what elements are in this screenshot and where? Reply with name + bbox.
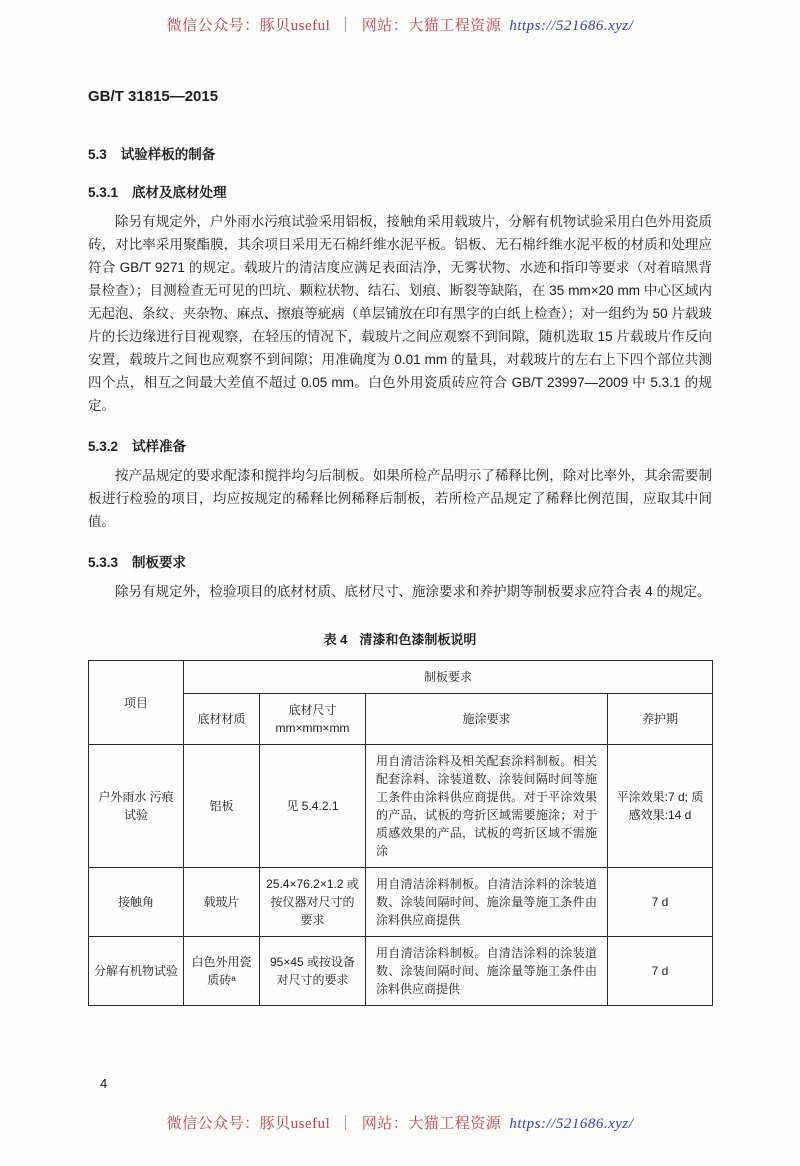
section-5-3-2-title: 试样准备 (132, 439, 187, 454)
column-header-item: 项目 (89, 661, 184, 745)
column-header-substrate: 底材材质 (184, 694, 260, 745)
watermark-site: 网站：大猫工程资源 (361, 1116, 502, 1132)
section-5-3-1-title: 底材及底材处理 (132, 185, 227, 200)
section-5-3-number: 5.3 (88, 147, 107, 162)
section-5-3-1-number: 5.3.1 (88, 185, 119, 200)
cell-application: 用自清洁涂料制板。自清洁涂料的涂装道数、涂装间隔时间、施涂量等施工条件由涂料供应商提供 (366, 868, 608, 937)
table-row (89, 868, 713, 937)
cell-size: 25.4×76.2×1.2 或按仪器对尺寸的要求 (260, 868, 366, 937)
cell-substrate: 白色外用瓷质砖ᵃ (184, 937, 260, 1006)
watermark-separator: ｜ (338, 18, 354, 34)
column-header-requirement: 制板要求 (184, 661, 713, 694)
watermark-site: 网站：大猫工程资源 (361, 18, 502, 34)
cell-application: 用自清洁涂料制板。自清洁涂料的涂装道数、涂装间隔时间、施涂量等施工条件由涂料供应商提供 (366, 937, 608, 1006)
cell-item: 接触角 (89, 868, 184, 937)
watermark-url: https://521686.xyz/ (509, 1116, 634, 1132)
table-4-caption (88, 629, 712, 648)
watermark-account: 微信公众号：豚贝useful (166, 1116, 331, 1132)
section-5-3-2-heading (88, 435, 712, 455)
watermark-account: 微信公众号：豚贝useful (166, 18, 331, 34)
watermark-bottom (0, 1112, 800, 1133)
section-5-3-1-heading (88, 181, 712, 201)
section-5-3-title: 试验样板的制备 (120, 147, 216, 162)
cell-curing: 7 d (608, 868, 713, 937)
standard-number: GB/T 31815—2015 (88, 88, 219, 105)
table-header-row-1 (89, 661, 713, 694)
cell-item: 户外雨水 污痕试验 (89, 745, 184, 868)
cell-size: 95×45 或按设备对尺寸的要求 (260, 937, 366, 1006)
table-4-caption-number: 表 4 (323, 632, 348, 647)
watermark-url: https://521686.xyz/ (509, 18, 634, 34)
column-header-size-line2: mm×mm×mm (275, 721, 350, 735)
cell-curing: 平涂效果:7 d; 质感效果:14 d (608, 745, 713, 868)
table-4 (88, 660, 713, 1006)
column-header-application: 施涂要求 (366, 694, 608, 745)
watermark-top (0, 14, 800, 35)
paragraph-5-3-1: 除另有规定外，户外雨水污痕试验采用铝板，接触角采用载玻片，分解有机物试验采用白色外用瓷质砖，对比率采用聚酯膜，其余项目采用无石棉纤维水泥平板。铝板、无石棉纤维水泥平板的材质和处理应符合 GB/T 9271 的规定。载玻片的清洁度应满足表面洁净，无雾状物、水迹和指印等要求（对着暗黑背景检查）；目测检查无可见的凹坑、颗粒状物、结石、划痕、断裂等缺陷，在 35 mm×20 mm 中心区域内无起泡、条纹、夹杂物、麻点、擦痕等疵病（单层铺放在印有黑字的白纸上检查）；对一组约为 50 片载玻片的长边缘进行目视观察，在轻压的情况下，载玻片之间应观察不到间隙，随机选取 15 片载玻片作反向安置，载玻片之间也应观察不到间隙；用准确度为 0.01 mm 的量具，对载玻片的左右上下四个部位共测四个点，相互之间最大差值不超过 0.05 mm。白色外用瓷质砖应符合 GB/T 23997—2009 中 5.3.1 的规定。 (88, 214, 712, 413)
cell-application: 用自清洁涂料及相关配套涂料制板。相关配套涂料、涂装道数、涂装间隔时间等施工条件由涂料供应商提供。对于平涂效果的产品，试板的弯折区域需要施涂；对于质感效果的产品，试板的弯折区域不需施涂 (366, 745, 608, 868)
cell-substrate: 铝板 (184, 745, 260, 868)
column-header-curing: 养护期 (608, 694, 713, 745)
page-number: 4 (100, 1076, 108, 1091)
table-4-caption-title: 清漆和色漆制板说明 (359, 632, 477, 647)
cell-size: 见 5.4.2.1 (260, 745, 366, 868)
section-5-3-3-number: 5.3.3 (88, 555, 119, 570)
section-5-3-heading (88, 143, 712, 163)
table-row (89, 937, 713, 1006)
watermark-separator: ｜ (338, 1116, 354, 1132)
section-5-3-3-heading (88, 551, 712, 571)
section-5-3-3-title: 制板要求 (132, 555, 187, 570)
cell-item: 分解有机物试验 (89, 937, 184, 1006)
table-row (89, 745, 713, 868)
column-header-size (260, 694, 366, 745)
section-5-3-2-number: 5.3.2 (88, 439, 119, 454)
cell-curing: 7 d (608, 937, 713, 1006)
cell-substrate: 载玻片 (184, 868, 260, 937)
paragraph-5-3-2: 按产品规定的要求配漆和搅拌均匀后制板。如果所检产品明示了稀释比例，除对比率外，其余需要制板进行检验的项目，均应按规定的稀释比例稀释后制板，若所检产品规定了稀释比例范围，应取其中间值。 (88, 468, 712, 529)
document-content (88, 88, 712, 1006)
paragraph-5-3-3: 除另有规定外，检验项目的底材材质、底材尺寸、施涂要求和养护期等制板要求应符合表 4 的规定。 (115, 584, 711, 599)
column-header-size-line1: 底材尺寸 (288, 703, 337, 717)
